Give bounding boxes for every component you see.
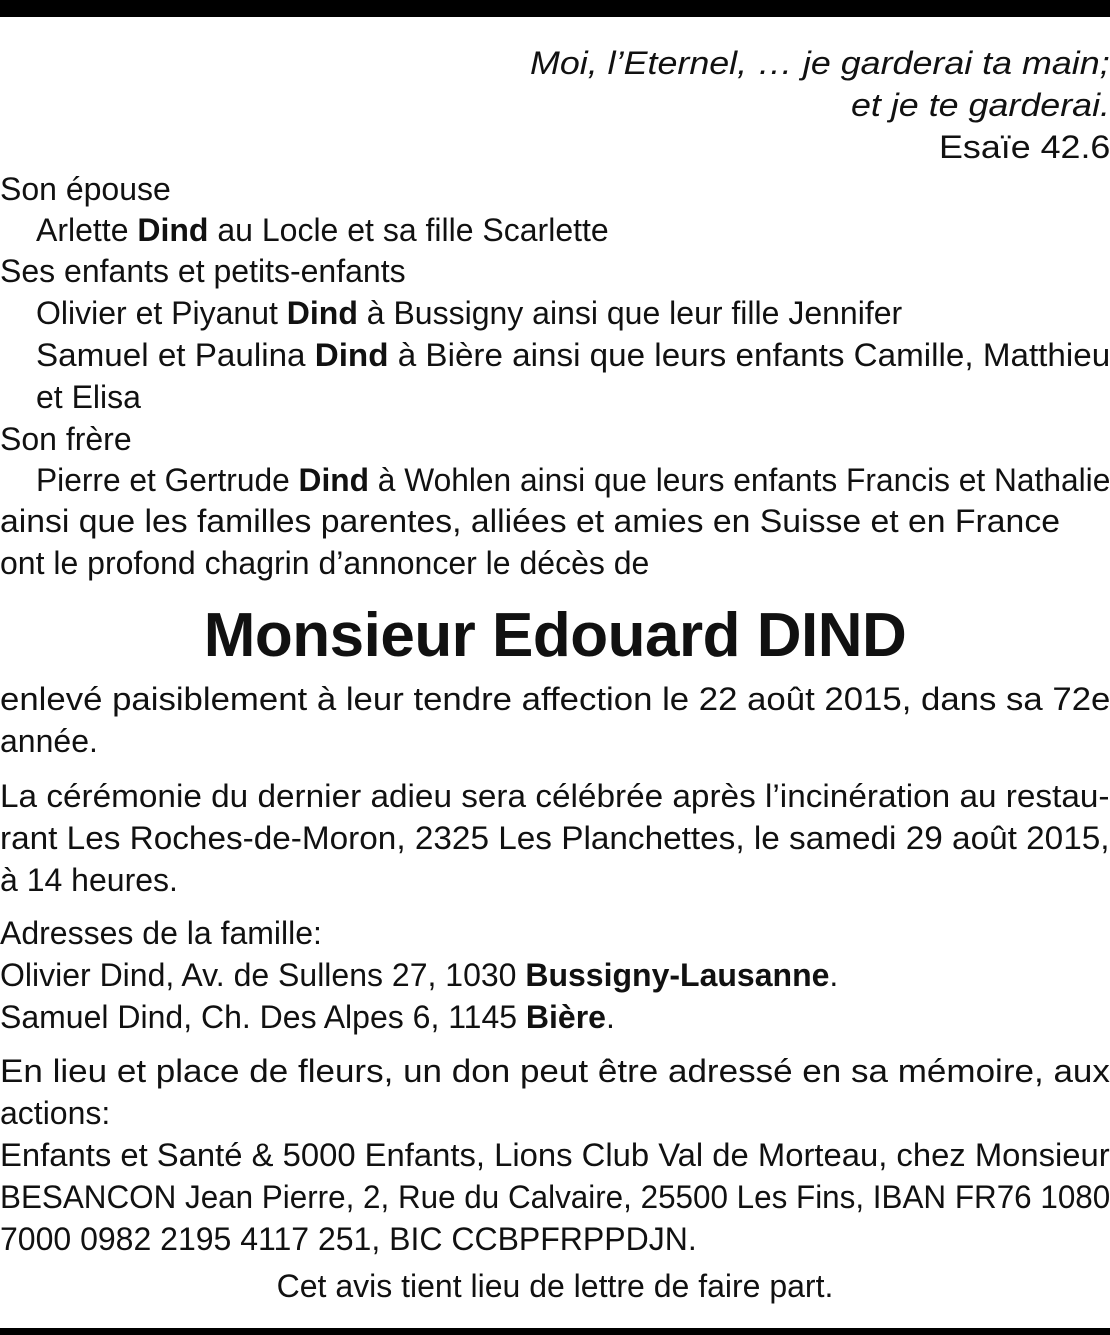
children-heading: Ses enfants et petits-enfants bbox=[0, 253, 406, 289]
ceremony-line-1: La cérémonie du dernier adieu sera célébrée après l’incinération au restau- bbox=[0, 778, 1110, 814]
verse-line-1: Moi, l’Eternel, … je garderai ta main; bbox=[529, 45, 1110, 81]
child-entry-1 bbox=[36, 292, 902, 334]
deceased-name: Monsieur Edouard DIND bbox=[203, 601, 907, 670]
spouse-after: au Locle et sa fille Scarlette bbox=[208, 212, 609, 248]
verse-reference: Esaïe 42.6 bbox=[938, 129, 1110, 165]
child2-surname: Dind bbox=[314, 337, 389, 373]
brother-after: à Wohlen ainsi que leurs enfants Francis et Nathalie bbox=[368, 462, 1110, 498]
address1-city: Bussigny-Lausanne bbox=[525, 957, 830, 993]
child1-before: Olivier et Piyanut bbox=[36, 295, 287, 331]
death-line-2: année. bbox=[0, 723, 98, 759]
address2-city: Bière bbox=[525, 999, 606, 1035]
addresses-heading: Adresses de la famille: bbox=[0, 915, 322, 951]
death-line-1: enlevé paisiblement à leur tendre affection le 22 août 2015, dans sa 72e bbox=[0, 681, 1110, 717]
brother-surname: Dind bbox=[298, 462, 369, 498]
address1-before: Olivier Dind, Av. de Sullens 27, 1030 bbox=[0, 957, 526, 993]
address-2 bbox=[0, 996, 615, 1038]
donation-line-5: 7000 0982 2195 4117 251, BIC CCBPFRPPDJN. bbox=[0, 1221, 697, 1257]
spouse-entry bbox=[36, 209, 609, 251]
brother-before: Pierre et Gertrude bbox=[36, 462, 299, 498]
verse-line-2: et je te garderai. bbox=[851, 87, 1110, 123]
donation-line-3: Enfants et Santé & 5000 Enfants, Lions Club Val de Morteau, chez Monsieur bbox=[0, 1137, 1110, 1173]
child2-after: à Bière ainsi que leurs enfants Camille, Matthieu bbox=[388, 337, 1110, 373]
closing-line: Cet avis tient lieu de lettre de faire part. bbox=[276, 1268, 834, 1304]
spouse-heading: Son épouse bbox=[0, 171, 171, 207]
address-1 bbox=[0, 954, 838, 996]
spouse-before: Arlette bbox=[36, 212, 138, 248]
brother-heading: Son frère bbox=[0, 421, 132, 457]
address1-after: . bbox=[829, 957, 839, 993]
bottom-rule bbox=[0, 1328, 1110, 1335]
child1-surname: Dind bbox=[286, 295, 358, 331]
child1-after: à Bussigny ainsi que leur fille Jennifer bbox=[357, 295, 903, 331]
donation-line-2: actions: bbox=[0, 1095, 111, 1131]
child2-before: Samuel et Paulina bbox=[36, 337, 315, 373]
announce-line: ont le profond chagrin d’annoncer le décès de bbox=[0, 545, 650, 581]
ceremony-line-2: rant Les Roches-de-Moron, 2325 Les Planchettes, le samedi 29 août 2015, bbox=[0, 820, 1110, 856]
child-entry-2 bbox=[36, 334, 1110, 376]
donation-line-1: En lieu et place de fleurs, un don peut être adressé en sa mémoire, aux bbox=[0, 1053, 1110, 1089]
child-entry-2-cont: et Elisa bbox=[36, 379, 141, 415]
ceremony-line-3: à 14 heures. bbox=[0, 862, 178, 898]
brother-entry bbox=[36, 459, 1110, 501]
address2-after: . bbox=[605, 999, 615, 1035]
donation-line-4: BESANCON Jean Pierre, 2, Rue du Calvaire, 25500 Les Fins, IBAN FR76 1080 bbox=[0, 1179, 1110, 1215]
relatives-line: ainsi que les familles parentes, alliées et amies en Suisse et en France bbox=[0, 503, 1060, 539]
spouse-surname: Dind bbox=[137, 212, 209, 248]
top-rule bbox=[0, 0, 1110, 17]
address2-before: Samuel Dind, Ch. Des Alpes 6, 1145 bbox=[0, 999, 526, 1035]
